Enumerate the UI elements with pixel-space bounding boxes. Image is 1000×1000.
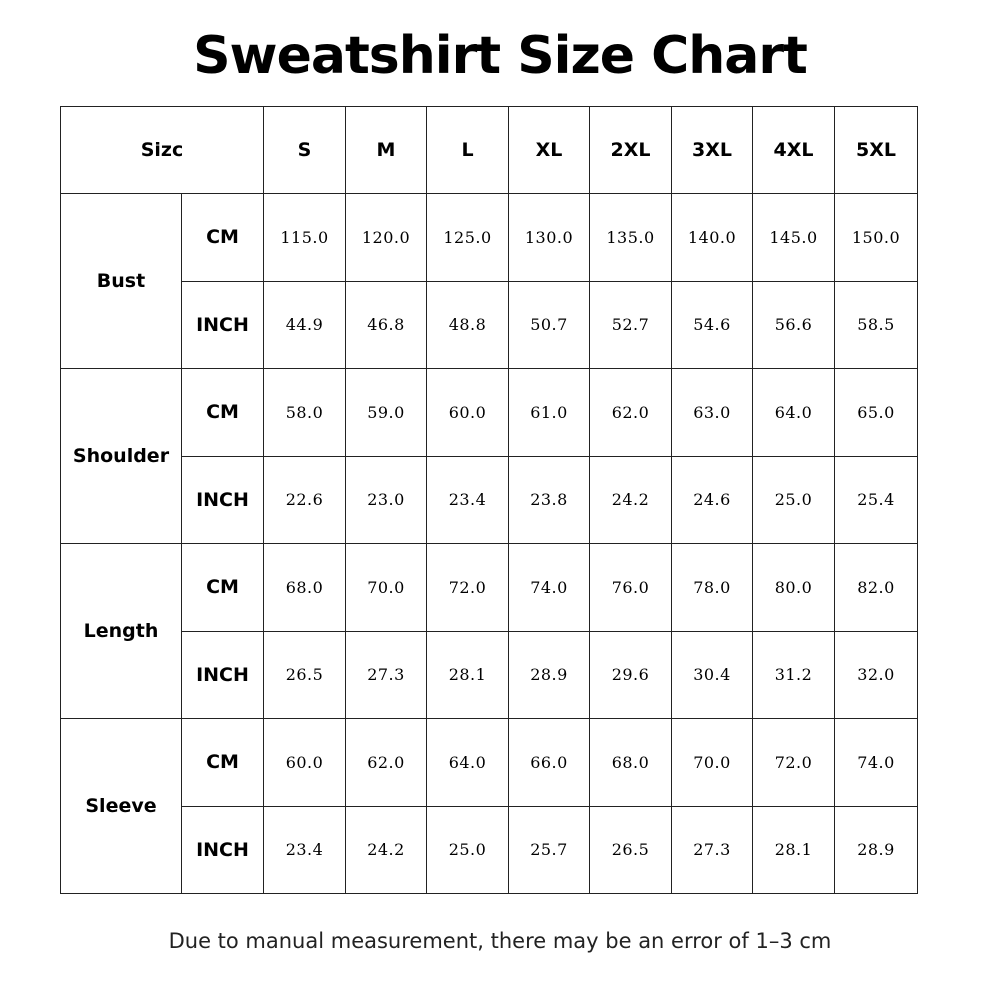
unit-label-cm: CM <box>182 719 264 807</box>
value-cell: 78.0 <box>672 544 753 632</box>
value-cell: 25.0 <box>427 806 509 894</box>
value-cell: 76.0 <box>590 544 672 632</box>
value-cell: 24.2 <box>346 806 427 894</box>
value-cell: 60.0 <box>264 719 346 807</box>
table-row <box>61 719 918 807</box>
value-cell: 63.0 <box>672 369 753 457</box>
value-cell: 150.0 <box>835 194 918 282</box>
value-cell: 56.6 <box>753 281 835 369</box>
size-header-3xl: 3XL <box>672 107 753 194</box>
unit-label-cm: CM <box>182 544 264 632</box>
value-cell: 32.0 <box>835 631 918 719</box>
value-cell: 29.6 <box>590 631 672 719</box>
table-row <box>61 456 918 544</box>
value-cell: 68.0 <box>264 544 346 632</box>
page-title: Sweatshirt Size Chart <box>193 26 807 86</box>
value-cell: 24.6 <box>672 456 753 544</box>
value-cell: 58.0 <box>264 369 346 457</box>
table-row <box>61 194 918 282</box>
size-header-m: M <box>346 107 427 194</box>
value-cell: 72.0 <box>753 719 835 807</box>
value-cell: 54.6 <box>672 281 753 369</box>
value-cell: 52.7 <box>590 281 672 369</box>
value-cell: 70.0 <box>346 544 427 632</box>
unit-label-inch: INCH <box>182 281 264 369</box>
size-header-label: Sizc <box>61 107 264 194</box>
value-cell: 25.4 <box>835 456 918 544</box>
measurement-label-length: Length <box>61 544 182 719</box>
value-cell: 125.0 <box>427 194 509 282</box>
value-cell: 44.9 <box>264 281 346 369</box>
value-cell: 23.8 <box>509 456 590 544</box>
value-cell: 66.0 <box>509 719 590 807</box>
value-cell: 120.0 <box>346 194 427 282</box>
value-cell: 130.0 <box>509 194 590 282</box>
value-cell: 80.0 <box>753 544 835 632</box>
value-cell: 72.0 <box>427 544 509 632</box>
value-cell: 25.0 <box>753 456 835 544</box>
value-cell: 23.0 <box>346 456 427 544</box>
table-row <box>61 281 918 369</box>
value-cell: 23.4 <box>264 806 346 894</box>
value-cell: 25.7 <box>509 806 590 894</box>
value-cell: 26.5 <box>590 806 672 894</box>
size-header-4xl: 4XL <box>753 107 835 194</box>
value-cell: 82.0 <box>835 544 918 632</box>
value-cell: 74.0 <box>509 544 590 632</box>
table-row <box>61 369 918 457</box>
unit-label-inch: INCH <box>182 456 264 544</box>
table-row <box>61 806 918 894</box>
value-cell: 31.2 <box>753 631 835 719</box>
value-cell: 24.2 <box>590 456 672 544</box>
value-cell: 61.0 <box>509 369 590 457</box>
value-cell: 65.0 <box>835 369 918 457</box>
table-row <box>61 544 918 632</box>
size-header-l: L <box>427 107 509 194</box>
size-chart-table <box>60 106 918 894</box>
value-cell: 22.6 <box>264 456 346 544</box>
value-cell: 135.0 <box>590 194 672 282</box>
value-cell: 28.9 <box>509 631 590 719</box>
value-cell: 48.8 <box>427 281 509 369</box>
value-cell: 70.0 <box>672 719 753 807</box>
header-row <box>61 107 918 194</box>
value-cell: 74.0 <box>835 719 918 807</box>
size-header-xl: XL <box>509 107 590 194</box>
measurement-label-shoulder: Shoulder <box>61 369 182 544</box>
value-cell: 64.0 <box>427 719 509 807</box>
value-cell: 62.0 <box>590 369 672 457</box>
value-cell: 23.4 <box>427 456 509 544</box>
value-cell: 68.0 <box>590 719 672 807</box>
measurement-label-sleeve: Sleeve <box>61 719 182 894</box>
measurement-label-bust: Bust <box>61 194 182 369</box>
measurement-note: Due to manual measurement, there may be an error of 1–3 cm <box>168 929 832 953</box>
value-cell: 28.1 <box>753 806 835 894</box>
size-header-2xl: 2XL <box>590 107 672 194</box>
value-cell: 58.5 <box>835 281 918 369</box>
value-cell: 26.5 <box>264 631 346 719</box>
size-header-5xl: 5XL <box>835 107 918 194</box>
value-cell: 28.9 <box>835 806 918 894</box>
value-cell: 28.1 <box>427 631 509 719</box>
value-cell: 27.3 <box>672 806 753 894</box>
value-cell: 50.7 <box>509 281 590 369</box>
table-row <box>61 631 918 719</box>
value-cell: 30.4 <box>672 631 753 719</box>
value-cell: 115.0 <box>264 194 346 282</box>
unit-label-inch: INCH <box>182 806 264 894</box>
value-cell: 46.8 <box>346 281 427 369</box>
size-header-s: S <box>264 107 346 194</box>
value-cell: 145.0 <box>753 194 835 282</box>
unit-label-cm: CM <box>182 194 264 282</box>
value-cell: 64.0 <box>753 369 835 457</box>
value-cell: 27.3 <box>346 631 427 719</box>
table-body <box>61 107 918 894</box>
value-cell: 140.0 <box>672 194 753 282</box>
value-cell: 59.0 <box>346 369 427 457</box>
unit-label-cm: CM <box>182 369 264 457</box>
unit-label-inch: INCH <box>182 631 264 719</box>
value-cell: 62.0 <box>346 719 427 807</box>
value-cell: 60.0 <box>427 369 509 457</box>
